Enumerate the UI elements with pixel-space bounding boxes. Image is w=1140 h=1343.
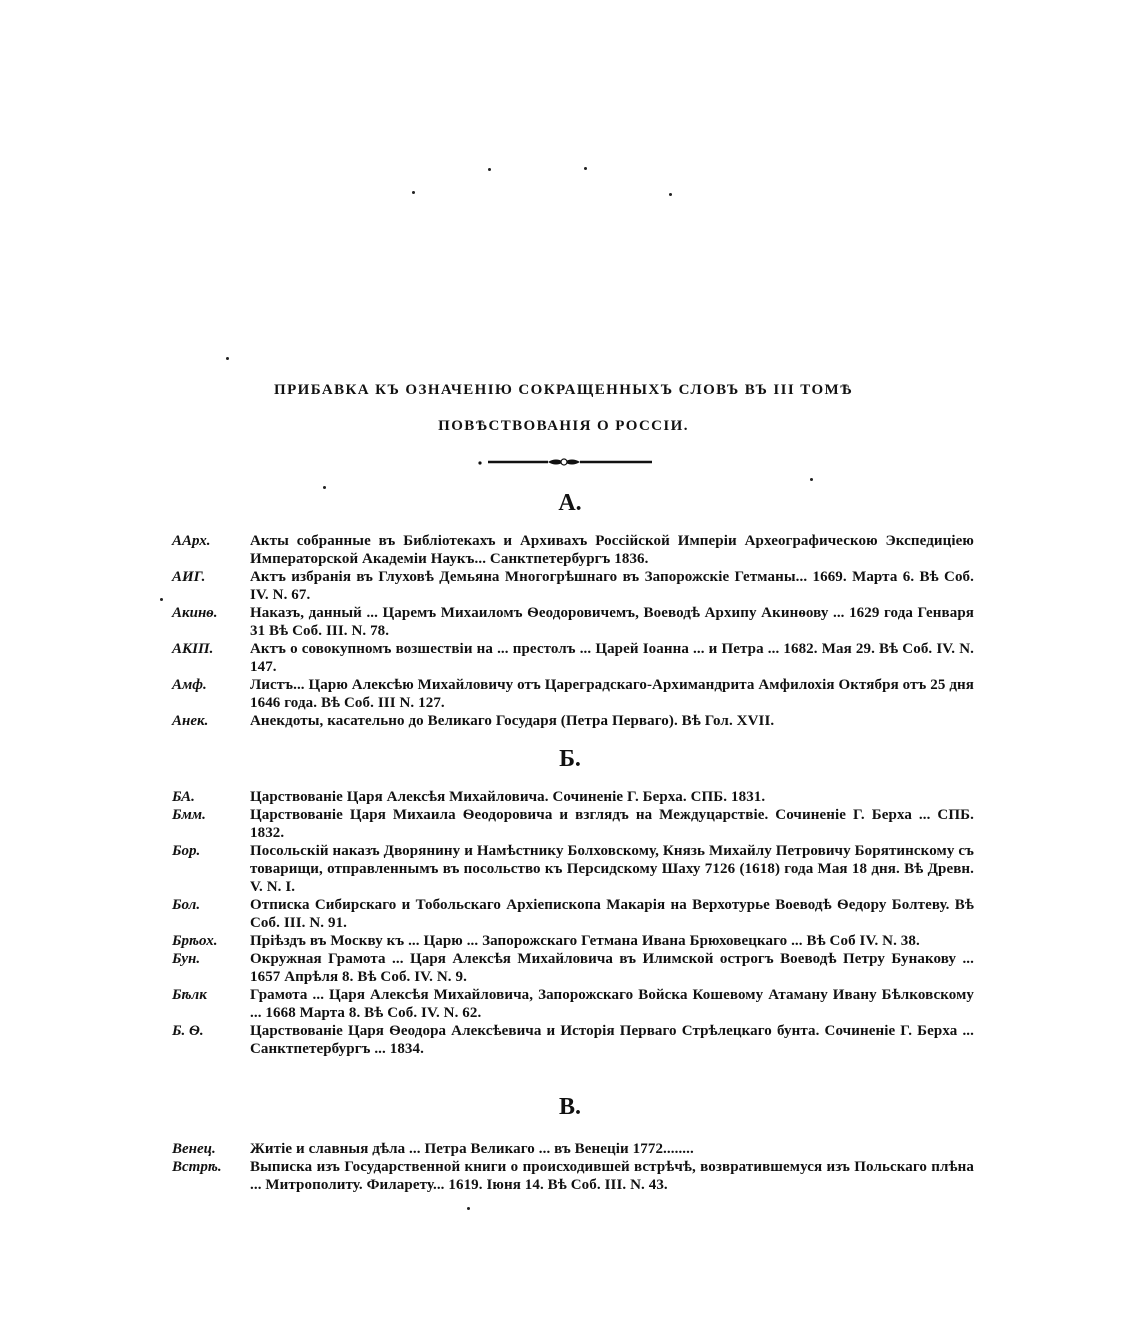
index-entry: [172, 568, 974, 604]
scan-speck: [323, 486, 326, 489]
section-a-entries: [172, 532, 974, 730]
entry-description: Акты собранные въ Библіотекахъ и Архивахъ Россійской Имперіи Археографическою Экспедиціею Императорской Академіи Наукъ... Санктпетербургъ 1836.: [250, 533, 974, 567]
index-entry: [172, 806, 974, 842]
index-entry: [172, 788, 974, 806]
section-b-entries: [172, 788, 974, 1058]
entry-abbreviation: БА.: [172, 789, 195, 805]
entry-description: Актъ о совокупномъ возшествіи на ... престолъ ... Царей Іоанна ... и Петра ... 1682. Мая 29. Вѣ Соб. IV. N. 147.: [250, 641, 974, 675]
scan-speck: [226, 357, 229, 360]
entry-abbreviation: Анек.: [172, 713, 209, 729]
index-entry: [172, 932, 974, 950]
entry-description: Окружная Грамота ... Царя Алексѣя Михайловича въ Илимской острогъ Воеводѣ Петру Бунакову ... 1657 Апрѣля 8. Вѣ Соб. IV. N. 9.: [250, 951, 974, 985]
entry-abbreviation: Венец.: [172, 1141, 216, 1157]
entry-abbreviation: АИГ.: [172, 569, 206, 585]
entry-description: Царствованіе Царя Алексѣя Михайловича. Сочиненіе Г. Берха. СПБ. 1831.: [250, 789, 766, 805]
index-entry: [172, 896, 974, 932]
entry-description: Царствованіе Царя Михаила Ѳеодоровича и взглядъ на Междуцарствіе. Сочиненіе Г. Берха ... СПБ. 1832.: [250, 807, 974, 841]
index-entry: [172, 1158, 974, 1194]
entry-description: Грамота ... Царя Алексѣя Михайловича, Запорожскаго Войска Кошевому Атаману Ивану Бѣлковскому ... 1668 Марта 8. Вѣ Соб. IV. N. 62.: [250, 987, 974, 1021]
scan-speck: [467, 1207, 470, 1210]
section-letter-v: В.: [558, 1094, 581, 1120]
index-entry: [172, 1022, 974, 1058]
index-entry: [172, 842, 974, 896]
index-entry: [172, 950, 974, 986]
entry-abbreviation: Бмм.: [172, 807, 206, 823]
entry-description: Выписка изъ Государственной книги о происходившей встрѣчѣ, возвратившемуся изъ Польскаго плѣна ... Митрополиту. Филарету... 1619. Іюня 14. Вѣ Соб. III. N. 43.: [250, 1159, 974, 1193]
entry-abbreviation: ААрх.: [172, 533, 211, 549]
entry-abbreviation: Бѣлк: [172, 987, 207, 1003]
index-entry: [172, 604, 974, 640]
section-v-entries: [172, 1140, 974, 1194]
scan-speck: [584, 167, 587, 170]
document-title: [226, 372, 901, 444]
entry-description: Актъ избранія въ Глуховѣ Демьяна Многогрѣшнаго въ Запорожскіе Гетманы... 1669. Марта 6. Вѣ Соб. IV. N. 67.: [250, 569, 974, 603]
ornamental-divider: [474, 452, 654, 472]
scan-speck: [412, 191, 415, 194]
section-letter-b: Б.: [559, 746, 581, 772]
entry-abbreviation: Б. Ѳ.: [172, 1023, 204, 1039]
index-entry: [172, 986, 974, 1022]
section-letter-a: А.: [558, 490, 582, 516]
entry-description: Пріѣздъ въ Москву къ ... Царю ... Запорожскаго Гетмана Ивана Брюховецкаго ... Вѣ Соб IV. N. 38.: [250, 933, 920, 949]
scan-speck: [488, 168, 491, 171]
index-entry: [172, 640, 974, 676]
entry-description: Листъ... Царю Алексѣю Михайловичу отъ Цареградскаго-Архимандрита Амфилохія Октября отъ 25 дня 1646 года. Вѣ Соб. III N. 127.: [250, 677, 974, 711]
index-entry: [172, 532, 974, 568]
entry-abbreviation: Бол.: [172, 897, 201, 913]
entry-description: Царствованіе Царя Ѳеодора Алексѣевича и Исторія Перваго Стрѣлецкаго бунта. Сочиненіе Г. Берха ... Санктпетербургъ ... 1834.: [250, 1023, 974, 1057]
index-entry: [172, 1140, 974, 1158]
entry-abbreviation: АКІП.: [172, 641, 214, 657]
entry-abbreviation: Брѣох.: [172, 933, 218, 949]
title-line-1: ПРИБАВКА КЪ ОЗНАЧЕНІЮ СОКРАЩЕННЫХЪ СЛОВЪ ВЪ III ТОМѢ: [274, 382, 853, 398]
entry-description: Наказъ, данный ... Царемъ Михаиломъ Ѳеодоровичемъ, Воеводѣ Архипу Акинѳову ... 1629 года Генваря 31 Вѣ Соб. III. N. 78.: [250, 605, 974, 639]
scan-speck: [669, 193, 672, 196]
entry-abbreviation: Акинѳ.: [172, 605, 218, 621]
scan-speck: [810, 478, 813, 481]
entry-abbreviation: Бун.: [172, 951, 201, 967]
entry-description: Посольскій наказъ Дворянину и Намѣстнику Болховскому, Князь Михайлу Петровичу Борятинскому съ товарищи, отправленнымъ въ посольство къ Персидскому Шаху 7126 (1618) года Мая 18 дня. Вѣ Древн. V. N. I.: [250, 843, 974, 895]
entry-abbreviation: Амф.: [172, 677, 207, 693]
entry-description: Житіе и славныя дѣла ... Петра Великаго ... въ Венеціи 1772........: [250, 1141, 694, 1157]
entry-abbreviation: Бор.: [172, 843, 201, 859]
scan-speck: [160, 598, 163, 601]
index-entry: [172, 712, 974, 730]
entry-abbreviation: Встрѣ.: [172, 1159, 222, 1175]
entry-description: Отписка Сибирскаго и Тобольскаго Архіепископа Макарія на Верхотурье Воеводѣ Ѳедору Болтеву. Вѣ Соб. III. N. 91.: [250, 897, 974, 931]
index-entry: [172, 676, 974, 712]
title-line-2: ПОВѢСТВОВАНІЯ О РОССІИ.: [438, 418, 689, 434]
entry-description: Анекдоты, касательно до Великаго Государя (Петра Перваго). Вѣ Гол. XVII.: [250, 713, 775, 729]
